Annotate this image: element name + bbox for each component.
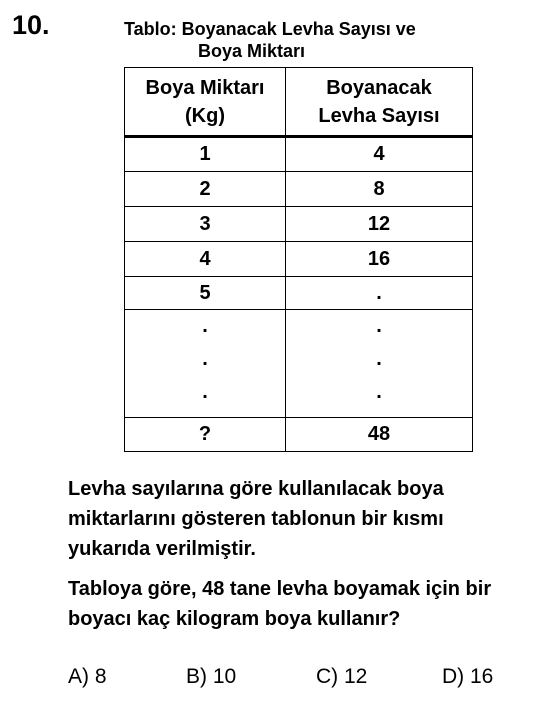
table-cell: 2 xyxy=(125,172,286,207)
header-paint-amount xyxy=(125,68,286,137)
option-d[interactable]: D) 16 xyxy=(442,665,494,688)
table-caption-line2: Boya Miktarı xyxy=(198,41,306,61)
table-cell: . xyxy=(286,277,473,310)
table-cell: 8 xyxy=(286,172,473,207)
table-row-ellipsis xyxy=(125,310,473,418)
table-caption xyxy=(124,18,504,62)
header-paint-amount-line1: Boya Miktarı xyxy=(145,76,265,99)
table-caption-line1: Tablo: Boyanacak Levha Sayısı ve xyxy=(124,19,416,39)
question-context: Levha sayılarına göre kullanılacak boya miktarlarını gösteren tablonun bir kısmı yukarıda verilmiştir. xyxy=(68,478,444,560)
table-cell: 4 xyxy=(125,242,286,277)
question-prompt: Tabloya göre, 48 tane levha boyamak için bir boyacı kaç kilogram boya kullanır? xyxy=(68,578,492,630)
header-board-count-line1: Boyanacak xyxy=(326,76,432,99)
option-c[interactable]: C) 12 xyxy=(316,665,368,688)
ellipsis-dot: . xyxy=(202,348,208,370)
table-row xyxy=(125,172,473,207)
table-row xyxy=(125,207,473,242)
question-number: 10. xyxy=(12,10,50,40)
data-table xyxy=(124,67,473,452)
table-cell: ? xyxy=(125,418,286,452)
table-cell: 16 xyxy=(286,242,473,277)
ellipsis-dot: . xyxy=(376,348,382,370)
ellipsis-dot: . xyxy=(376,315,382,337)
table-cell: 3 xyxy=(125,207,286,242)
table-cell: 4 xyxy=(286,137,473,172)
table-cell-ellipsis xyxy=(286,310,473,418)
table-cell: 48 xyxy=(286,418,473,452)
ellipsis-dot: . xyxy=(202,381,208,403)
option-a[interactable]: A) 8 xyxy=(68,665,107,688)
table-row xyxy=(125,242,473,277)
table-header-row xyxy=(125,68,473,137)
ellipsis-dot: . xyxy=(376,381,382,403)
table-cell: 5 xyxy=(125,277,286,310)
header-board-count-line2: Levha Sayısı xyxy=(318,104,440,127)
table-cell: 1 xyxy=(125,137,286,172)
option-b[interactable]: B) 10 xyxy=(186,665,237,688)
header-paint-amount-line2: (Kg) xyxy=(185,104,225,127)
table-row xyxy=(125,418,473,452)
table-row xyxy=(125,137,473,172)
header-board-count xyxy=(286,68,473,137)
ellipsis-dot: . xyxy=(202,315,208,337)
table-cell: 12 xyxy=(286,207,473,242)
table-cell-ellipsis xyxy=(125,310,286,418)
table-row xyxy=(125,277,473,310)
